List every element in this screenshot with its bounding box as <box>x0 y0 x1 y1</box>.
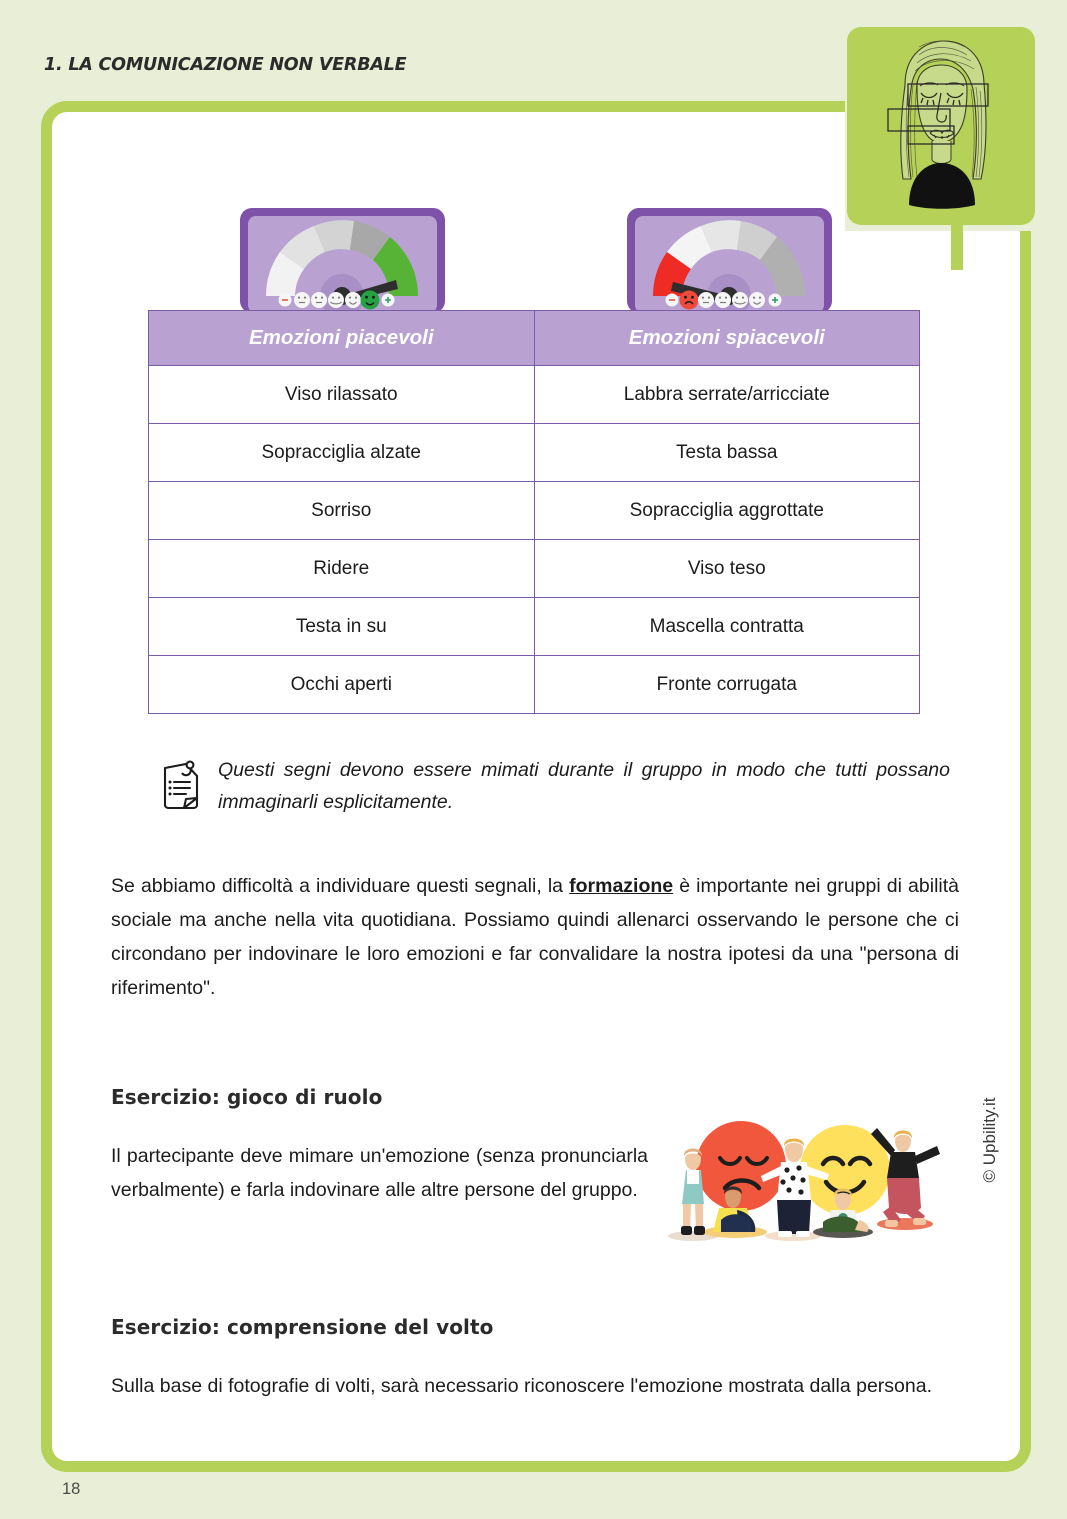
table-row <box>149 656 920 714</box>
cell-unpleasant: Mascella contratta <box>534 598 920 656</box>
table-header-row <box>149 311 920 366</box>
main-paragraph <box>111 870 959 1006</box>
table-row <box>149 598 920 656</box>
cell-pleasant: Ridere <box>149 540 535 598</box>
mood-gauge-positive <box>240 208 445 318</box>
exercise-heading-role-play: Esercizio: gioco di ruolo <box>111 1085 383 1109</box>
mood-gauge-positive-icon <box>240 208 445 313</box>
mood-gauge-negative <box>627 208 832 318</box>
table-row <box>149 424 920 482</box>
cell-pleasant: Testa in su <box>149 598 535 656</box>
cell-pleasant: Occhi aperti <box>149 656 535 714</box>
cell-pleasant: Viso rilassato <box>149 366 535 424</box>
table-row <box>149 366 920 424</box>
cell-unpleasant: Sopracciglia aggrottate <box>534 482 920 540</box>
column-header-pleasant: Emozioni piacevoli <box>149 311 535 366</box>
exercise-heading-face-comprehension: Esercizio: comprensione del volto <box>111 1315 494 1339</box>
table-row <box>149 482 920 540</box>
cell-unpleasant: Fronte corrugata <box>534 656 920 714</box>
people-with-emotion-faces-illustration <box>663 1112 948 1252</box>
paragraph-part-before: Se abbiamo difficoltà a individuare questi segnali, la <box>111 875 570 897</box>
paragraph-part-after: è importante nei gruppi di abilità sociale ma anche nella vita quotidiana. Possiamo quindi allenarci osservando le persone che ci circondano per indovinare le loro emozioni e far convalidare la nostra ipotesi da una "persona di riferimento". <box>111 875 959 999</box>
note-document-icon <box>160 758 202 815</box>
cell-pleasant: Sopracciglia alzate <box>149 424 535 482</box>
face-tab-stem <box>951 210 963 270</box>
copyright-notice: © Upbility.it <box>980 1097 999 1183</box>
note-callout <box>160 755 950 818</box>
exercise-body-face-comprehension: Sulla base di fotografie di volti, sarà necessario riconoscere l'emozione mostrata dalla persona. <box>111 1375 932 1397</box>
mood-gauge-negative-icon <box>627 208 832 313</box>
table-row <box>149 540 920 598</box>
cell-unpleasant: Viso teso <box>534 540 920 598</box>
exercise-body-role-play: Il partecipante deve mimare un'emozione (senza pronunciarla verbalmente) e farla indovinare alle altre persone del gruppo. <box>111 1145 648 1201</box>
paragraph-highlight: formazione <box>569 875 674 897</box>
cell-unpleasant: Testa bassa <box>534 424 920 482</box>
page-title: 1. LA COMUNICAZIONE NON VERBALE <box>44 55 407 75</box>
face-illustration-tab <box>847 27 1035 225</box>
column-header-unpleasant: Emozioni spiacevoli <box>534 311 920 366</box>
cell-pleasant: Sorriso <box>149 482 535 540</box>
emotions-table <box>148 310 920 714</box>
people-emotions-icon <box>663 1112 948 1247</box>
note-text: Questi segni devono essere mimati durante il gruppo in modo che tutti possano immaginarli esplicitamente. <box>218 759 950 813</box>
face-with-redaction-bars-icon <box>847 27 1035 225</box>
page-number: 18 <box>62 1480 81 1498</box>
cell-unpleasant: Labbra serrate/arricciate <box>534 366 920 424</box>
